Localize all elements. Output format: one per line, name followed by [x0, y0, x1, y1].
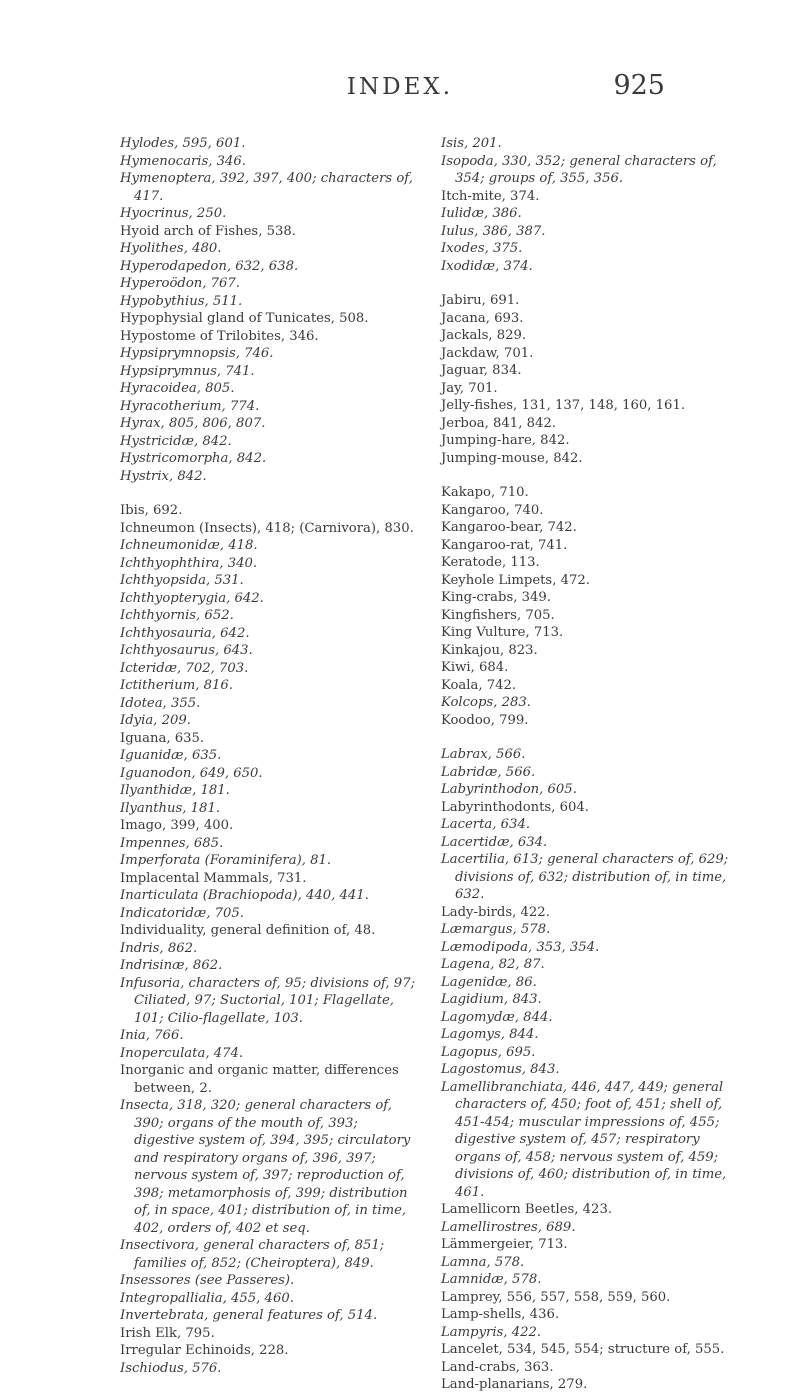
index-entry: Insecta, 318, 320; general characters of, 390; organs of the mouth of, 393; digestive system of, 394, 395; circulatory and respiratory organs of, 396, 397; nervous system of, 397; reproduction of, 398; metamorphosis of, 399; distribution of, in space, 401; distribution of, in time, 402, orders of, 402 et seq.: [120, 1098, 411, 1236]
index-entry: Kangaroo-bear, 742.: [441, 520, 577, 535]
index-entry: Kangaroo, 740.: [441, 502, 544, 518]
index-entry: Lamellibranchiata, 446, 447, 449; general characters of, 450; foot of, 451; shell of, 451-454; muscular impressions of, 455; digestive system of, 457; respiratory organs of, 458; nervous system of, 459; divisions of, 460; distribution of, in time, 461.: [441, 1079, 727, 1200]
index-entry: Ictitherium, 816.: [120, 678, 233, 693]
index-entry: Jaguar, 834.: [441, 363, 522, 378]
index-entry: Irish Elk, 795.: [120, 1325, 215, 1341]
index-entry: Hyocrinus, 250.: [120, 206, 227, 221]
index-entry: Kiwi, 684.: [441, 660, 509, 675]
index-entry: Iulidæ, 386.: [441, 206, 522, 221]
index-entry: Isis, 201.: [441, 136, 502, 151]
index-entry: Icteridæ, 702, 703.: [120, 660, 249, 676]
index-entry: Jacana, 693.: [441, 310, 524, 326]
index-entry: Impennes, 685.: [120, 835, 224, 851]
index-entry: Ichthyophthira, 340.: [120, 555, 258, 571]
page-title: INDEX.: [346, 74, 454, 100]
index-entry: Hyracoidea, 805.: [120, 381, 235, 396]
index-entry: Integropallialia, 455, 460.: [120, 1290, 294, 1306]
index-entry: Ilyanthus, 181.: [120, 800, 221, 816]
index-entry: Ichthyornis, 652.: [120, 608, 234, 623]
index-entry: Individuality, general definition of, 48.: [120, 923, 376, 938]
index-entry: Ichthyopterygia, 642.: [120, 590, 264, 606]
index-entry: Ischiodus, 576.: [120, 1360, 222, 1376]
index-entry: Ichthyopsida, 531.: [120, 573, 244, 588]
index-entry: Kolcops, 283.: [441, 695, 531, 710]
index-entry: Isopoda, 330, 352; general characters of, 354; groups of, 355, 356.: [441, 153, 717, 186]
index-entry: Læmargus, 578.: [441, 922, 551, 937]
index-entry: Hylodes, 595, 601.: [120, 136, 246, 151]
index-entry: Itch-mite, 374.: [441, 188, 540, 204]
index-entry: Jumping-hare, 842.: [441, 433, 570, 448]
index-entry: Hystricomorpha, 842.: [120, 451, 267, 466]
index-entry: Ixodidæ, 374.: [441, 258, 533, 274]
index-entry: Lagomydæ, 844.: [441, 1009, 553, 1025]
index-entry: Insessores (see Passeres).: [120, 1273, 295, 1288]
index-entry: Lagostomus, 843.: [441, 1062, 560, 1077]
index-entry: Hypobythius, 511.: [120, 293, 243, 309]
index-entry: Labyrinthodon, 605.: [441, 782, 577, 797]
index-entry: King Vulture, 713.: [441, 625, 564, 640]
index-entry: King-crabs, 349.: [441, 590, 551, 605]
index-entry: Jay, 701.: [441, 380, 498, 396]
page-number: 925: [613, 70, 665, 101]
index-entry: Ichneumonidæ, 418.: [120, 538, 258, 553]
index-entry: Lacertidæ, 634.: [441, 834, 548, 850]
index-entry: Invertebrata, general features of, 514.: [120, 1308, 378, 1323]
index-entry: Kangaroo-rat, 741.: [441, 537, 568, 553]
index-entry: Ibis, 692.: [120, 503, 183, 518]
index-entry: Labrax, 566.: [441, 747, 526, 762]
index-entry: Jumping-mouse, 842.: [441, 450, 583, 466]
index-entry: Lacerta, 634.: [441, 817, 531, 832]
index-entry: Lamellirostres, 689.: [441, 1219, 576, 1235]
index-entry: Kakapo, 710.: [441, 485, 529, 500]
index-entry: Ichthyosauria, 642.: [120, 625, 250, 641]
index-entry: Ichthyosaurus, 643.: [120, 643, 253, 658]
index-entry: Lagena, 82, 87.: [441, 957, 545, 972]
index-entry: Inoperculata, 474.: [120, 1045, 244, 1061]
index-entry: Iguana, 635.: [120, 730, 205, 746]
index-entry: Iguanodon, 649, 650.: [120, 765, 263, 781]
index-entry: Ixodes, 375.: [441, 241, 523, 256]
index-entry: Iulus, 386, 387.: [441, 223, 546, 239]
index-entry: Inarticulata (Brachiopoda), 440, 441.: [120, 888, 369, 903]
index-entry: Hyracotherium, 774.: [120, 398, 260, 414]
index-entry: Labyrinthodonts, 604.: [441, 799, 589, 815]
index-entry: Irregular Echinoids, 228.: [120, 1343, 289, 1358]
index-entry: Lady-birds, 422.: [441, 904, 550, 920]
index-entry: Lagomys, 844.: [441, 1027, 539, 1042]
index-entry: Kinkajou, 823.: [441, 642, 538, 658]
index-entry: Insectivora, general characters of, 851; families of, 852; (Cheiroptera), 849.: [120, 1238, 385, 1271]
index-entry: Implacental Mammals, 731.: [120, 870, 307, 886]
index-entry: Lamprey, 556, 557, 558, 559, 560.: [441, 1289, 671, 1305]
index-entry: Indrisinæ, 862.: [120, 958, 223, 973]
index-entry: Labridæ, 566.: [441, 764, 536, 780]
index-entry: Hypsiprymnopsis, 746.: [120, 346, 274, 361]
index-entry: Jackals, 829.: [441, 328, 527, 343]
index-entry: Land-planarians, 279.: [441, 1377, 588, 1392]
index-entry: Ilyanthidæ, 181.: [120, 783, 230, 798]
index-entry: Lagopus, 695.: [441, 1044, 536, 1060]
index-entry: Indicatoridæ, 705.: [120, 905, 244, 921]
index-entry: Koodoo, 799.: [441, 712, 529, 728]
index-entry: Lamp-shells, 436.: [441, 1307, 560, 1322]
index-entry: Hypsiprymnus, 741.: [120, 363, 255, 379]
index-entry: Land-crabs, 363.: [441, 1359, 554, 1375]
index-entry: Lacertilia, 613; general characters of, 629; divisions of, 632; distribution of, in time, 632.: [441, 852, 729, 902]
index-entry: Lamnidæ, 578.: [441, 1272, 542, 1287]
index-column-right: [441, 135, 741, 1394]
index-entry: Hyoid arch of Fishes, 538.: [120, 223, 296, 239]
index-entry: Inia, 766.: [120, 1028, 184, 1043]
index-entry: Idotea, 355.: [120, 695, 201, 711]
index-entry: Hymenoptera, 392, 397, 400; characters of, 417.: [120, 171, 413, 204]
index-entry: Infusoria, characters of, 95; divisions of, 97; Ciliated, 97; Suctorial, 101; Flagellate, 101; Cilio-flagellate, 103.: [120, 975, 416, 1026]
index-entry: Jelly-fishes, 131, 137, 148, 160, 161.: [441, 398, 686, 413]
index-entry: Hypostome of Trilobites, 346.: [120, 328, 319, 344]
index-entry: Hyperoödon, 767.: [120, 276, 241, 291]
index-entry: Ichneumon (Insects), 418; (Carnivora), 830.: [120, 520, 414, 536]
index-entry: Hyolithes, 480.: [120, 241, 222, 256]
index-column-left: [120, 135, 420, 1377]
page-header: [0, 70, 800, 110]
index-entry: Lamellicorn Beetles, 423.: [441, 1202, 613, 1217]
index-entry: Hyperodapedon, 632, 638.: [120, 258, 299, 274]
index-entry: Hymenocaris, 346.: [120, 153, 246, 169]
index-entry: Keyhole Limpets, 472.: [441, 572, 590, 588]
index-entry: Koala, 742.: [441, 677, 517, 693]
index-entry: Jerboa, 841, 842.: [441, 415, 556, 431]
index-entry: Imperforata (Foraminifera), 81.: [120, 853, 332, 868]
index-entry: Lagenidæ, 86.: [441, 974, 537, 990]
index-entry: Iguanidæ, 635.: [120, 748, 222, 763]
index-entry: Lämmergeier, 713.: [441, 1237, 568, 1252]
index-entry: Lancelet, 534, 545, 554; structure of, 555.: [441, 1342, 725, 1357]
index-entry: Indris, 862.: [120, 940, 198, 956]
index-entry: Læmodipoda, 353, 354.: [441, 939, 600, 955]
index-entry: Hystrix, 842.: [120, 468, 207, 484]
index-entry: Lagidium, 843.: [441, 992, 542, 1007]
index-entry: Lamna, 578.: [441, 1254, 525, 1270]
index-entry: Inorganic and organic matter, differences between, 2.: [120, 1063, 399, 1096]
index-entry: Kingfishers, 705.: [441, 607, 555, 623]
index-entry: Jabiru, 691.: [441, 293, 520, 308]
index-entry: Idyia, 209.: [120, 713, 191, 728]
index-entry: Hyrax, 805, 806, 807.: [120, 416, 266, 431]
index-entry: Keratode, 113.: [441, 555, 540, 570]
index-entry: Jackdaw, 701.: [441, 345, 534, 361]
index-entry: Hypophysial gland of Tunicates, 508.: [120, 311, 369, 326]
index-entry: Imago, 399, 400.: [120, 818, 234, 833]
index-entry: Lampyris, 422.: [441, 1324, 542, 1340]
index-entry: Hystricidæ, 842.: [120, 433, 232, 449]
